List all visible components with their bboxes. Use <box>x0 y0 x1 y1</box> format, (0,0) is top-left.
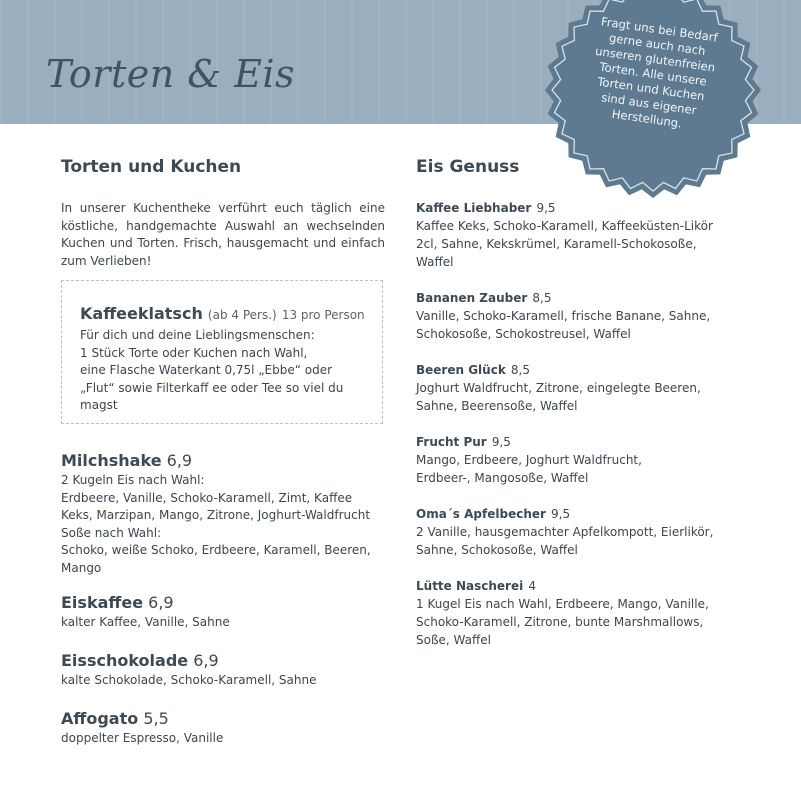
item-description <box>416 595 736 649</box>
item-name: Bananen Zauber <box>416 291 528 305</box>
item-price: 6,9 <box>193 651 219 670</box>
item-heading <box>416 288 736 307</box>
kaffeeklatsch-heading <box>80 304 382 323</box>
item-price: 9,5 <box>536 201 556 215</box>
description-line: 2 Kugeln Eis nach Wahl: <box>61 473 205 487</box>
description-line: eine Flasche Waterkant 0,75l „Ebbe“ oder <box>80 363 333 377</box>
description-line: Für dich und deine Lieblingsmenschen: <box>80 328 315 342</box>
item-name: Oma´s Apfelbecher <box>416 507 546 521</box>
description-line: Schoko-Karamell, Zitrone, bunte Marshmallows, <box>416 615 704 629</box>
item-description <box>416 307 736 343</box>
item-price: 9,5 <box>551 507 571 521</box>
right-column <box>416 157 736 647</box>
item-price: 4 <box>528 579 536 593</box>
description-line: Schokosoße, Schokostreusel, Waffel <box>416 327 631 341</box>
description-line: magst <box>80 398 118 412</box>
item-name: Eisschokolade <box>61 651 189 670</box>
description-line: „Flut“ sowie Filterkaff ee oder Tee so viel du <box>80 380 344 395</box>
description-line: Keks, Marzipan, Mango, Zitrone, Joghurt-Waldfrucht <box>61 508 371 522</box>
item-description <box>61 472 391 577</box>
menu-item-luette-nascherei <box>416 576 736 649</box>
cakes-intro: In unserer Kuchentheke verführt euch täglich eine köstliche, handgemachte Auswahl an wechselnden Kuchen und Torten. Frisch, hausgemacht und einfach zum Verlieben! <box>61 201 385 268</box>
menu-item-milchshake <box>61 451 391 577</box>
description-line: Waffel <box>416 255 454 269</box>
item-heading <box>416 432 736 451</box>
description-line: Soße, Waffel <box>416 633 491 647</box>
description-line: Sahne, Beerensoße, Waffel <box>416 399 578 413</box>
item-name: Eiskaffee <box>61 593 144 612</box>
description-line: doppelter Espresso, Vanille <box>61 731 224 745</box>
badge-text: Fragt uns bei Bedarf gerne auch nach unseren glutenfreien Torten. Alle unsere Torten und Kuchen sind aus eigener Herstellung. <box>594 14 719 131</box>
left-column <box>61 157 385 745</box>
page-title: Torten & Eis <box>46 52 296 96</box>
item-description <box>416 523 736 559</box>
menu-item-eisschokolade <box>61 651 391 690</box>
kaffeeklatsch-note: (ab 4 Pers.) <box>207 308 277 322</box>
menu-item-omas-apfelbecher <box>416 504 736 559</box>
description-line: 2 Vanille, hausgemachter Apfelkompott, Eierlikör, <box>416 525 714 539</box>
kaffeeklatsch-description <box>80 327 372 415</box>
description-line: 2cl, Sahne, Kekskrümel, Karamell-Schokosoße, <box>416 237 697 251</box>
description-line: Mango <box>61 560 102 575</box>
menu-item-beeren-glueck <box>416 360 736 415</box>
item-name: Kaffee Liebhaber <box>416 201 532 215</box>
item-description <box>416 451 736 487</box>
item-description <box>416 217 736 271</box>
item-price: 5,5 <box>143 709 169 728</box>
item-name: Affogato <box>61 709 139 728</box>
description-line: Erdbeere, Vanille, Schoko-Karamell, Zimt, Kaffee <box>61 490 353 505</box>
item-heading <box>416 198 736 217</box>
menu-item-frucht-pur <box>416 432 736 487</box>
description-line: Soße nach Wahl: <box>61 525 162 540</box>
kaffeeklatsch-title: Kaffeeklatsch <box>80 304 203 323</box>
item-description <box>61 730 391 748</box>
section-title-cakes: Torten und Kuchen <box>61 157 242 177</box>
item-name: Frucht Pur <box>416 435 487 449</box>
description-line: Erdbeer-, Mangosoße, Waffel <box>416 471 589 485</box>
menu-item-affogato <box>61 709 391 748</box>
description-line: Vanille, Schoko-Karamell, frische Banane, Sahne, <box>416 309 711 323</box>
description-line: Schoko, weiße Schoko, Erdbeere, Karamell, Beeren, <box>61 543 371 557</box>
item-price: 6,9 <box>166 451 193 470</box>
item-name: Beeren Glück <box>416 363 506 377</box>
description-line: Joghurt Waldfrucht, Zitrone, eingelegte Beeren, <box>416 381 701 395</box>
description-line: Kaffee Keks, Schoko-Karamell, Kaffeeküsten-Likör <box>416 219 713 233</box>
item-price: 8,5 <box>510 363 530 377</box>
menu-item-kaffee-liebhaber <box>416 198 736 271</box>
menu-item-eiskaffee <box>61 593 391 632</box>
item-description <box>61 672 391 690</box>
description-line: 1 Stück Torte oder Kuchen nach Wahl, <box>80 345 308 360</box>
kaffeeklatsch-box <box>61 280 383 424</box>
kaffeeklatsch-price: 13 pro Person <box>281 308 365 322</box>
item-heading <box>416 576 736 595</box>
description-line: kalte Schokolade, Schoko-Karamell, Sahne <box>61 673 317 687</box>
description-line: Mango, Erdbeere, Joghurt Waldfrucht, <box>416 453 642 467</box>
menu-item-bananen-zauber <box>416 288 736 343</box>
description-line: 1 Kugel Eis nach Wahl, Erdbeere, Mango, Vanille, <box>416 597 709 611</box>
info-badge <box>525 0 795 212</box>
item-description <box>61 614 391 632</box>
description-line: kalter Kaffee, Vanille, Sahne <box>61 615 230 629</box>
item-price: 9,5 <box>491 435 511 449</box>
item-name: Lütte Nascherei <box>416 579 524 593</box>
description-line: Sahne, Schokosoße, Waffel <box>416 543 578 557</box>
item-heading <box>416 504 736 523</box>
item-price: 6,9 <box>148 593 174 612</box>
section-title-ice-cream: Eis Genuss <box>416 157 520 177</box>
item-description <box>416 379 736 415</box>
item-heading <box>416 360 736 379</box>
item-name: Milchshake <box>61 451 162 470</box>
item-price: 8,5 <box>532 291 552 305</box>
